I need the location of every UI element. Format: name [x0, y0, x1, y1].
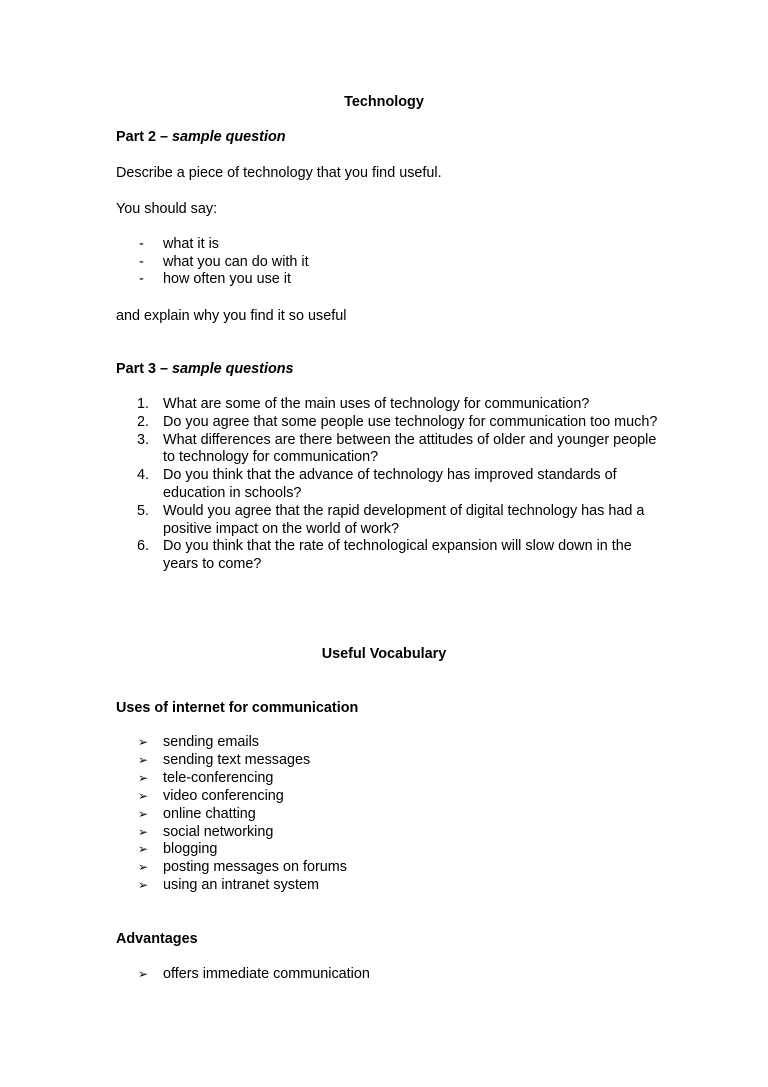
arrow-bullet-icon: ➢ — [138, 860, 149, 875]
list-item — [116, 503, 668, 539]
part3-heading — [116, 360, 676, 378]
arrow-bullet-icon: ➢ — [138, 878, 149, 893]
arrow-bullet-icon: ➢ — [138, 806, 149, 821]
arrow-bullet-icon: ➢ — [138, 842, 149, 857]
list-item — [116, 806, 347, 824]
list-item-text: how often you use it — [163, 271, 291, 288]
arrow-bullet-icon: ➢ — [138, 788, 149, 803]
arrow-bullet-icon: ➢ — [138, 967, 149, 981]
list-item — [116, 271, 309, 289]
list-item-text: what you can do with it — [163, 253, 309, 270]
list-item-text: what it is — [163, 236, 219, 252]
question-number: 3. — [137, 431, 150, 448]
list-item — [116, 734, 347, 752]
list-item — [116, 752, 347, 770]
list-item — [116, 859, 347, 877]
question-number: 2. — [137, 413, 150, 430]
part2-heading-prefix: Part 2 – — [116, 129, 172, 145]
dash-marker: - — [139, 253, 144, 270]
part2-heading-italic: sample question — [172, 129, 286, 145]
list-item-text: posting messages on forums — [163, 859, 347, 876]
page-title: Technology — [344, 94, 424, 110]
should-say-label: You should say: — [116, 201, 218, 217]
list-item — [116, 236, 309, 254]
question-text: Would you agree that the rapid development of digital technology has had a positive impact on the world of work? — [163, 502, 645, 537]
question-text: Do you think that the advance of technology has improved standards of education in schools? — [163, 467, 617, 501]
advantages-list — [116, 966, 370, 984]
uses-list — [116, 734, 347, 895]
list-item — [116, 788, 347, 806]
list-item — [116, 467, 668, 503]
question-number: 1. — [137, 396, 150, 412]
part2-bullet-list — [116, 236, 309, 289]
arrow-bullet-icon: ➢ — [138, 824, 149, 839]
question-number: 4. — [137, 467, 150, 484]
question-number: 6. — [137, 538, 150, 555]
part2-prompt: Describe a piece of technology that you find useful. — [116, 165, 442, 181]
list-item-text: social networking — [163, 823, 274, 840]
arrow-bullet-icon: ➢ — [138, 770, 149, 785]
list-item-text: sending text messages — [163, 751, 311, 768]
arrow-bullet-icon: ➢ — [138, 752, 149, 767]
question-text: What differences are there between the attitudes of older and younger people to technology for communication? — [163, 431, 657, 466]
part3-heading-italic: sample questions — [172, 361, 294, 377]
list-item — [116, 966, 370, 984]
question-number: 5. — [137, 502, 150, 519]
list-item — [116, 414, 668, 432]
part2-explain: and explain why you find it so useful — [116, 308, 347, 324]
list-item — [116, 841, 347, 859]
list-item — [116, 824, 347, 842]
question-text: Do you think that the rate of technological expansion will slow down in the years to come? — [163, 538, 632, 573]
advantages-heading: Advantages — [116, 931, 198, 947]
part3-heading-prefix: Part 3 – — [116, 361, 172, 377]
uses-heading: Uses of internet for communication — [116, 700, 359, 716]
question-text: What are some of the main uses of technology for communication? — [163, 396, 590, 412]
list-item-text: offers immediate communication — [163, 966, 370, 982]
dash-marker: - — [139, 236, 144, 252]
list-item-text: sending emails — [163, 734, 259, 750]
list-item-text: tele-conferencing — [163, 769, 274, 786]
list-item-text: online chatting — [163, 805, 256, 822]
list-item-text: blogging — [163, 841, 218, 858]
list-item — [116, 432, 668, 468]
list-item-text: using an intranet system — [163, 877, 319, 894]
part3-question-list — [116, 396, 676, 574]
question-text: Do you agree that some people use technology for communication too much? — [163, 413, 658, 430]
list-item — [116, 396, 668, 414]
vocabulary-title: Useful Vocabulary — [321, 646, 447, 662]
list-item — [116, 877, 347, 895]
list-item — [116, 538, 668, 574]
part2-heading — [116, 128, 676, 146]
list-item-text: video conferencing — [163, 787, 284, 804]
arrow-bullet-icon: ➢ — [138, 735, 149, 749]
dash-marker: - — [139, 271, 144, 288]
list-item — [116, 254, 309, 272]
list-item — [116, 770, 347, 788]
